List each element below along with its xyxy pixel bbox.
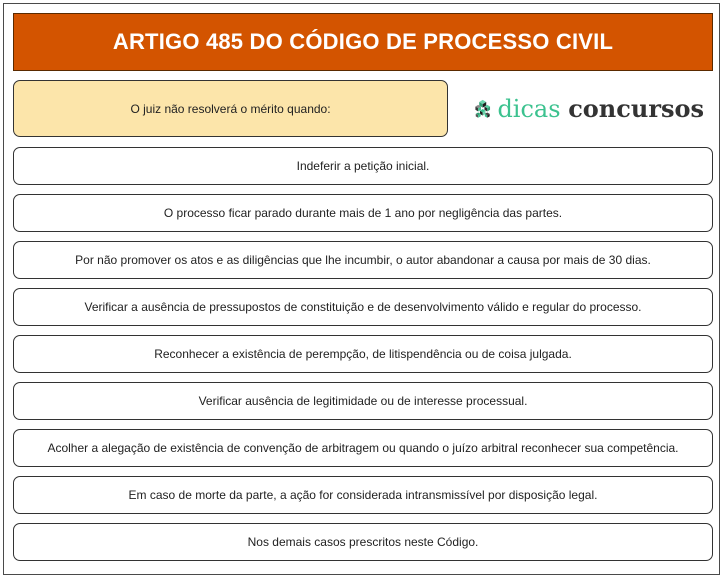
- item-text: Acolher a alegação de existência de convenção de arbitragem ou quando o juízo arbitral reconhecer sua competência.: [47, 441, 679, 455]
- item-text: Verificar ausência de legitimidade ou de interesse processual.: [198, 394, 528, 408]
- intro-box: [13, 80, 448, 137]
- logo: [474, 80, 704, 137]
- list-item: [13, 382, 713, 420]
- item-text: Nos demais casos prescritos neste Código.: [247, 535, 479, 549]
- logo-wordmark: [497, 94, 704, 123]
- item-text: Em caso de morte da parte, a ação for considerada intransmissível por disposição legal.: [128, 488, 598, 502]
- list-item: [13, 288, 713, 326]
- title-text: ARTIGO 485 DO CÓDIGO DE PROCESSO CIVIL: [112, 29, 614, 54]
- list-item: [13, 241, 713, 279]
- list-item: [13, 335, 713, 373]
- cube-cluster-icon: [474, 81, 491, 137]
- intro-text: O juiz não resolverá o mérito quando:: [130, 101, 331, 116]
- logo-word-concursos: concursos: [568, 94, 704, 123]
- page-title: [13, 13, 713, 71]
- item-text: Verificar a ausência de pressupostos de constituição e de desenvolvimento válido e regular do processo.: [84, 300, 642, 314]
- list-item: [13, 476, 713, 514]
- item-text: Por não promover os atos e as diligências que lhe incumbir, o autor abandonar a causa por mais de 30 dias.: [75, 253, 651, 267]
- list-item: [13, 147, 713, 185]
- list-item: [13, 429, 713, 467]
- list-item: [13, 194, 713, 232]
- list-item: [13, 523, 713, 561]
- item-text: O processo ficar parado durante mais de 1 ano por negligência das partes.: [163, 206, 563, 220]
- item-text: Reconhecer a existência de perempção, de litispendência ou de coisa julgada.: [154, 347, 572, 361]
- item-text: Indeferir a petição inicial.: [296, 159, 430, 173]
- logo-word-dicas: dicas: [497, 95, 561, 123]
